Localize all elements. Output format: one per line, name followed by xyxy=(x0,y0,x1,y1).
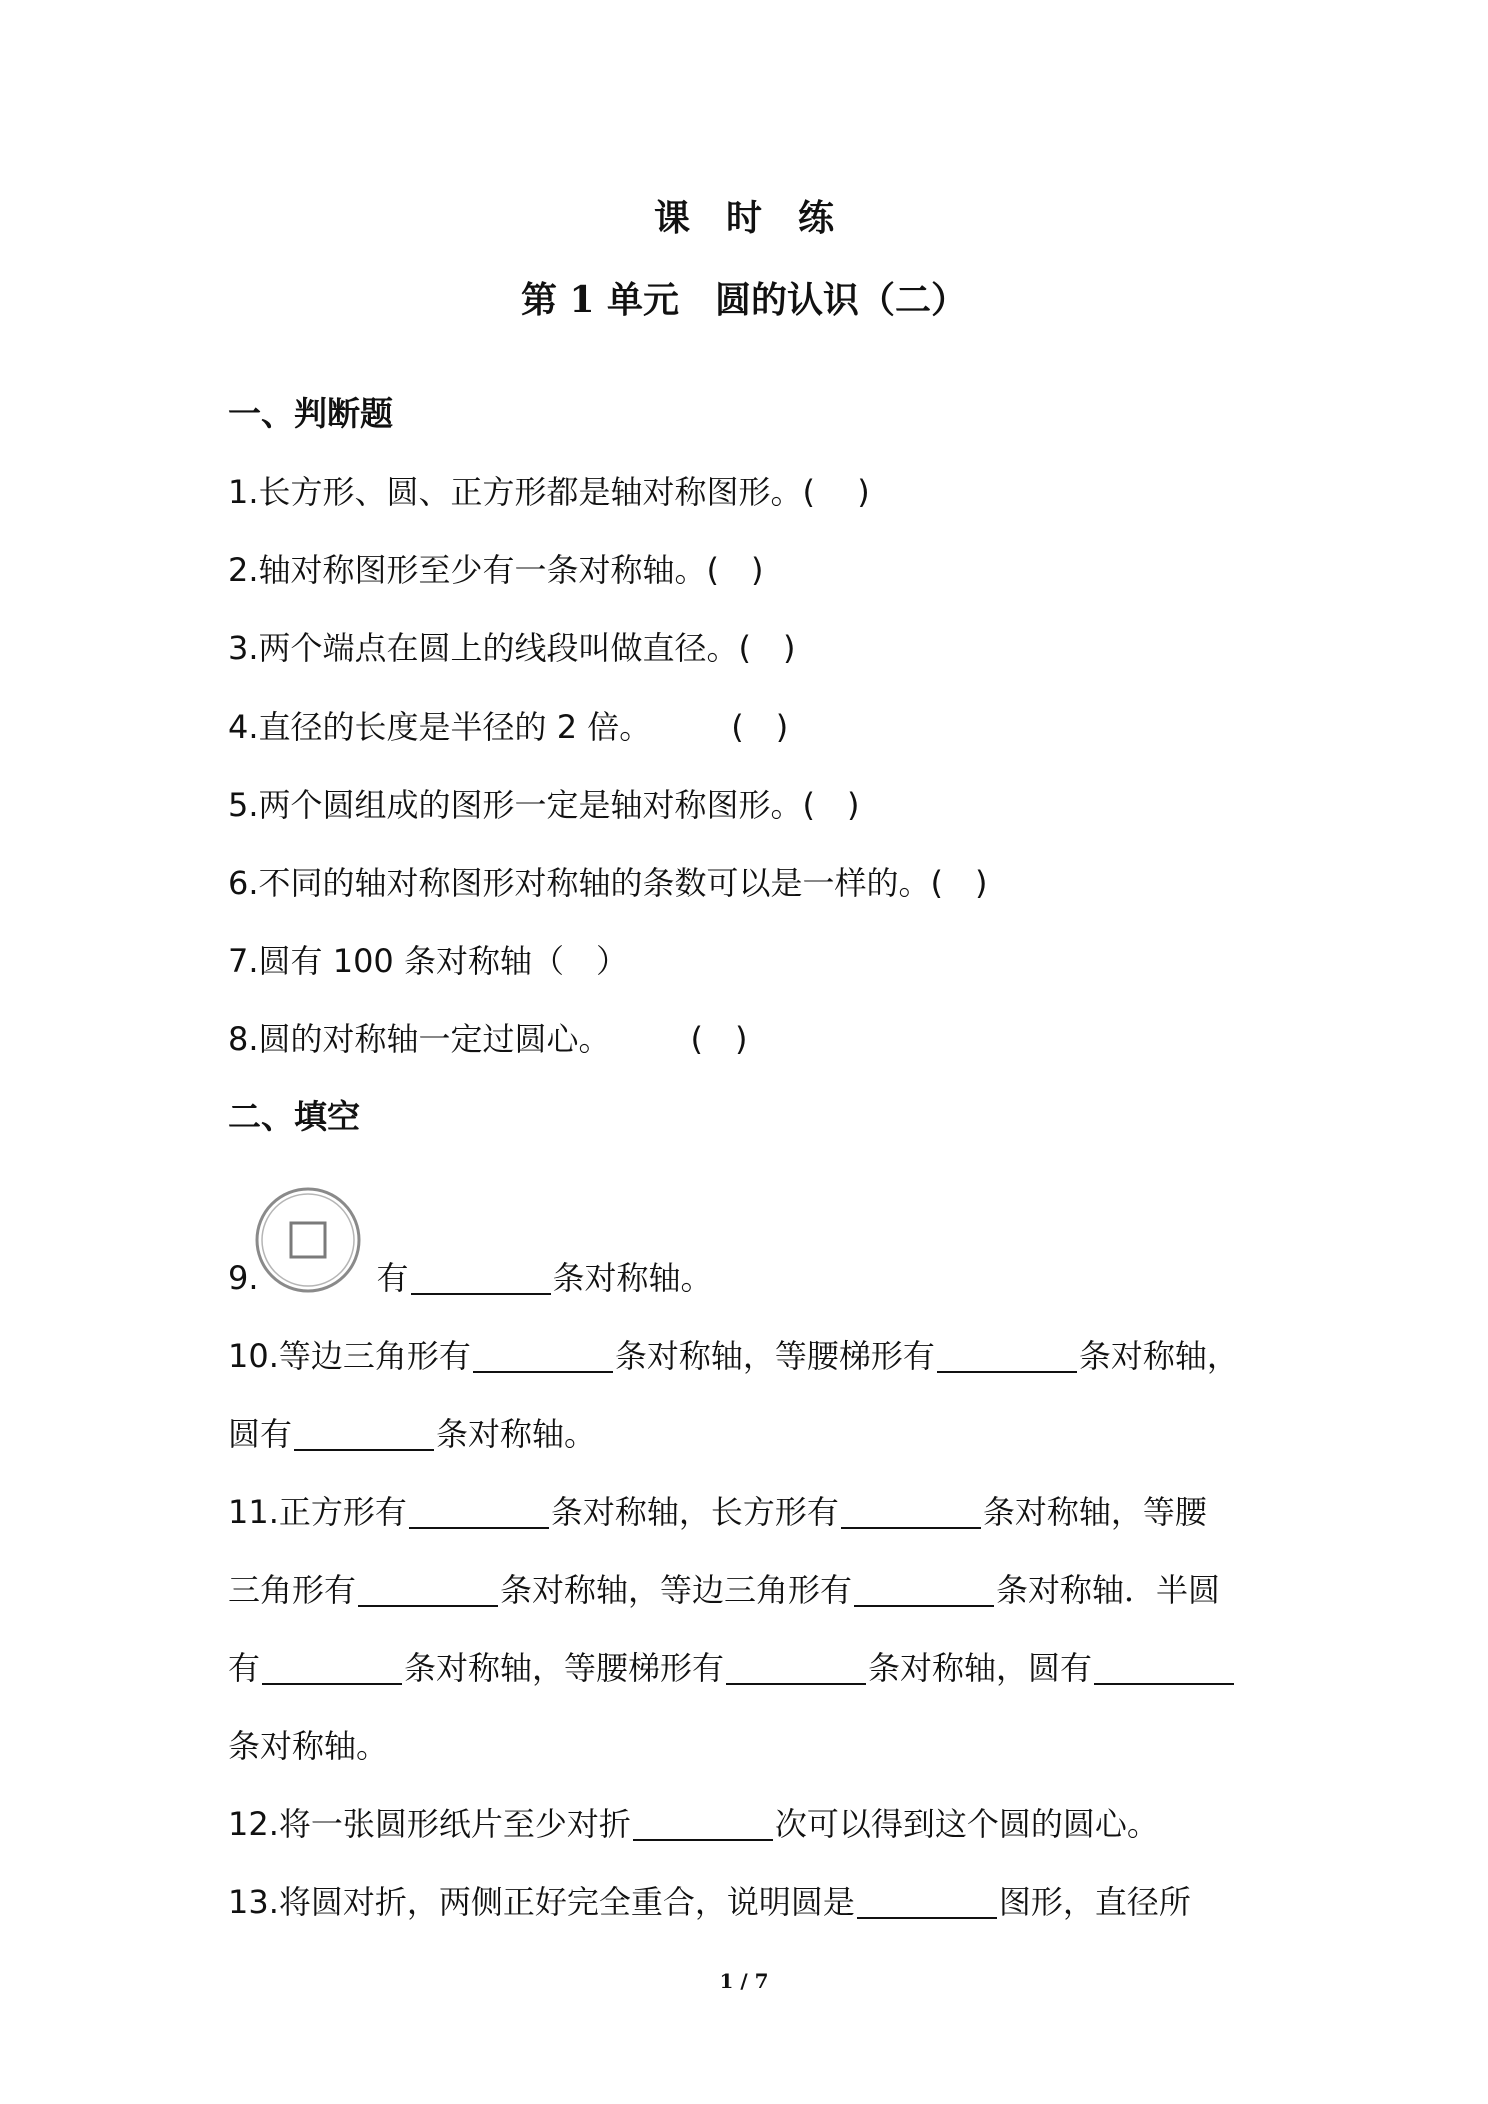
question-11-line-1 xyxy=(228,1490,1278,1534)
question-13 xyxy=(228,1880,1278,1924)
question-12 xyxy=(228,1802,1278,1846)
answer-blank[interactable] xyxy=(841,1493,981,1529)
answer-blank[interactable] xyxy=(854,1571,994,1607)
q9-text-b: 条对称轴。 xyxy=(552,1259,713,1297)
question-10-line-1 xyxy=(228,1334,1278,1378)
q11-text: 条对称轴．半圆 xyxy=(996,1571,1221,1609)
question-5: 5.两个圆组成的图形一定是轴对称图形。( ) xyxy=(228,786,860,824)
q13-text: 图形，直径所 xyxy=(998,1883,1191,1921)
question-1: 1.长方形、圆、正方形都是轴对称图形。( ) xyxy=(228,473,870,511)
answer-blank[interactable] xyxy=(1094,1649,1234,1685)
q11-text: 条对称轴，等腰 xyxy=(982,1493,1207,1531)
q9-number: 9. xyxy=(228,1259,259,1297)
q11-text: 有 xyxy=(228,1649,261,1687)
section-heading-fill-blank: 二、填空 xyxy=(228,1097,360,1136)
question-9 xyxy=(228,1256,1278,1300)
q10-text: 条对称轴。 xyxy=(436,1415,597,1453)
question-8: 8.圆的对称轴一定过圆心。 ( ) xyxy=(228,1020,748,1058)
question-11-line-2 xyxy=(228,1568,1278,1612)
answer-blank[interactable] xyxy=(857,1883,997,1919)
answer-blank[interactable] xyxy=(937,1337,1077,1373)
question-7: 7.圆有 100 条对称轴（ ） xyxy=(228,942,628,980)
q11-text: 条对称轴，圆有 xyxy=(868,1649,1093,1687)
section-heading-judgement: 一、判断题 xyxy=(228,394,393,433)
answer-blank[interactable] xyxy=(409,1493,549,1529)
question-11-line-4: 条对称轴。 xyxy=(228,1727,389,1765)
q10-text: 10.等边三角形有 xyxy=(228,1337,471,1375)
answer-blank[interactable] xyxy=(726,1649,866,1685)
q9-text-a: 有 xyxy=(376,1259,409,1297)
answer-blank[interactable] xyxy=(262,1649,402,1685)
q10-text: 条对称轴，等腰梯形有 xyxy=(614,1337,935,1375)
question-10-line-2 xyxy=(228,1412,1278,1456)
question-11-line-3 xyxy=(228,1646,1278,1690)
page-number: 1 / 7 xyxy=(719,1969,769,1993)
q13-text: 13.将圆对折，两侧正好完全重合，说明圆是 xyxy=(228,1883,855,1921)
answer-blank[interactable] xyxy=(294,1415,434,1451)
page-subtitle: 第 1 单元 圆的认识（二） xyxy=(520,279,968,321)
q11-text: 11.正方形有 xyxy=(228,1493,407,1531)
question-3: 3.两个端点在圆上的线段叫做直径。( ) xyxy=(228,629,796,667)
question-6: 6.不同的轴对称图形对称轴的条数可以是一样的。( ) xyxy=(228,864,988,902)
q12-text: 次可以得到这个圆的圆心。 xyxy=(774,1805,1159,1843)
answer-blank[interactable] xyxy=(473,1337,613,1373)
answer-blank[interactable] xyxy=(411,1259,551,1295)
question-4: 4.直径的长度是半径的 2 倍。 ( ) xyxy=(228,708,789,746)
q11-text: 条对称轴，等腰梯形有 xyxy=(404,1649,725,1687)
page-title: 课 时 练 xyxy=(653,197,834,239)
answer-blank[interactable] xyxy=(358,1571,498,1607)
q12-text: 12.将一张圆形纸片至少对折 xyxy=(228,1805,631,1843)
q10-text: 条对称轴， xyxy=(1078,1337,1239,1375)
q10-text: 圆有 xyxy=(228,1415,293,1453)
q11-text: 三角形有 xyxy=(228,1571,357,1609)
q11-text: 条对称轴，长方形有 xyxy=(550,1493,839,1531)
answer-blank[interactable] xyxy=(633,1805,773,1841)
question-2: 2.轴对称图形至少有一条对称轴。( ) xyxy=(228,551,764,589)
q11-text: 条对称轴，等边三角形有 xyxy=(500,1571,853,1609)
